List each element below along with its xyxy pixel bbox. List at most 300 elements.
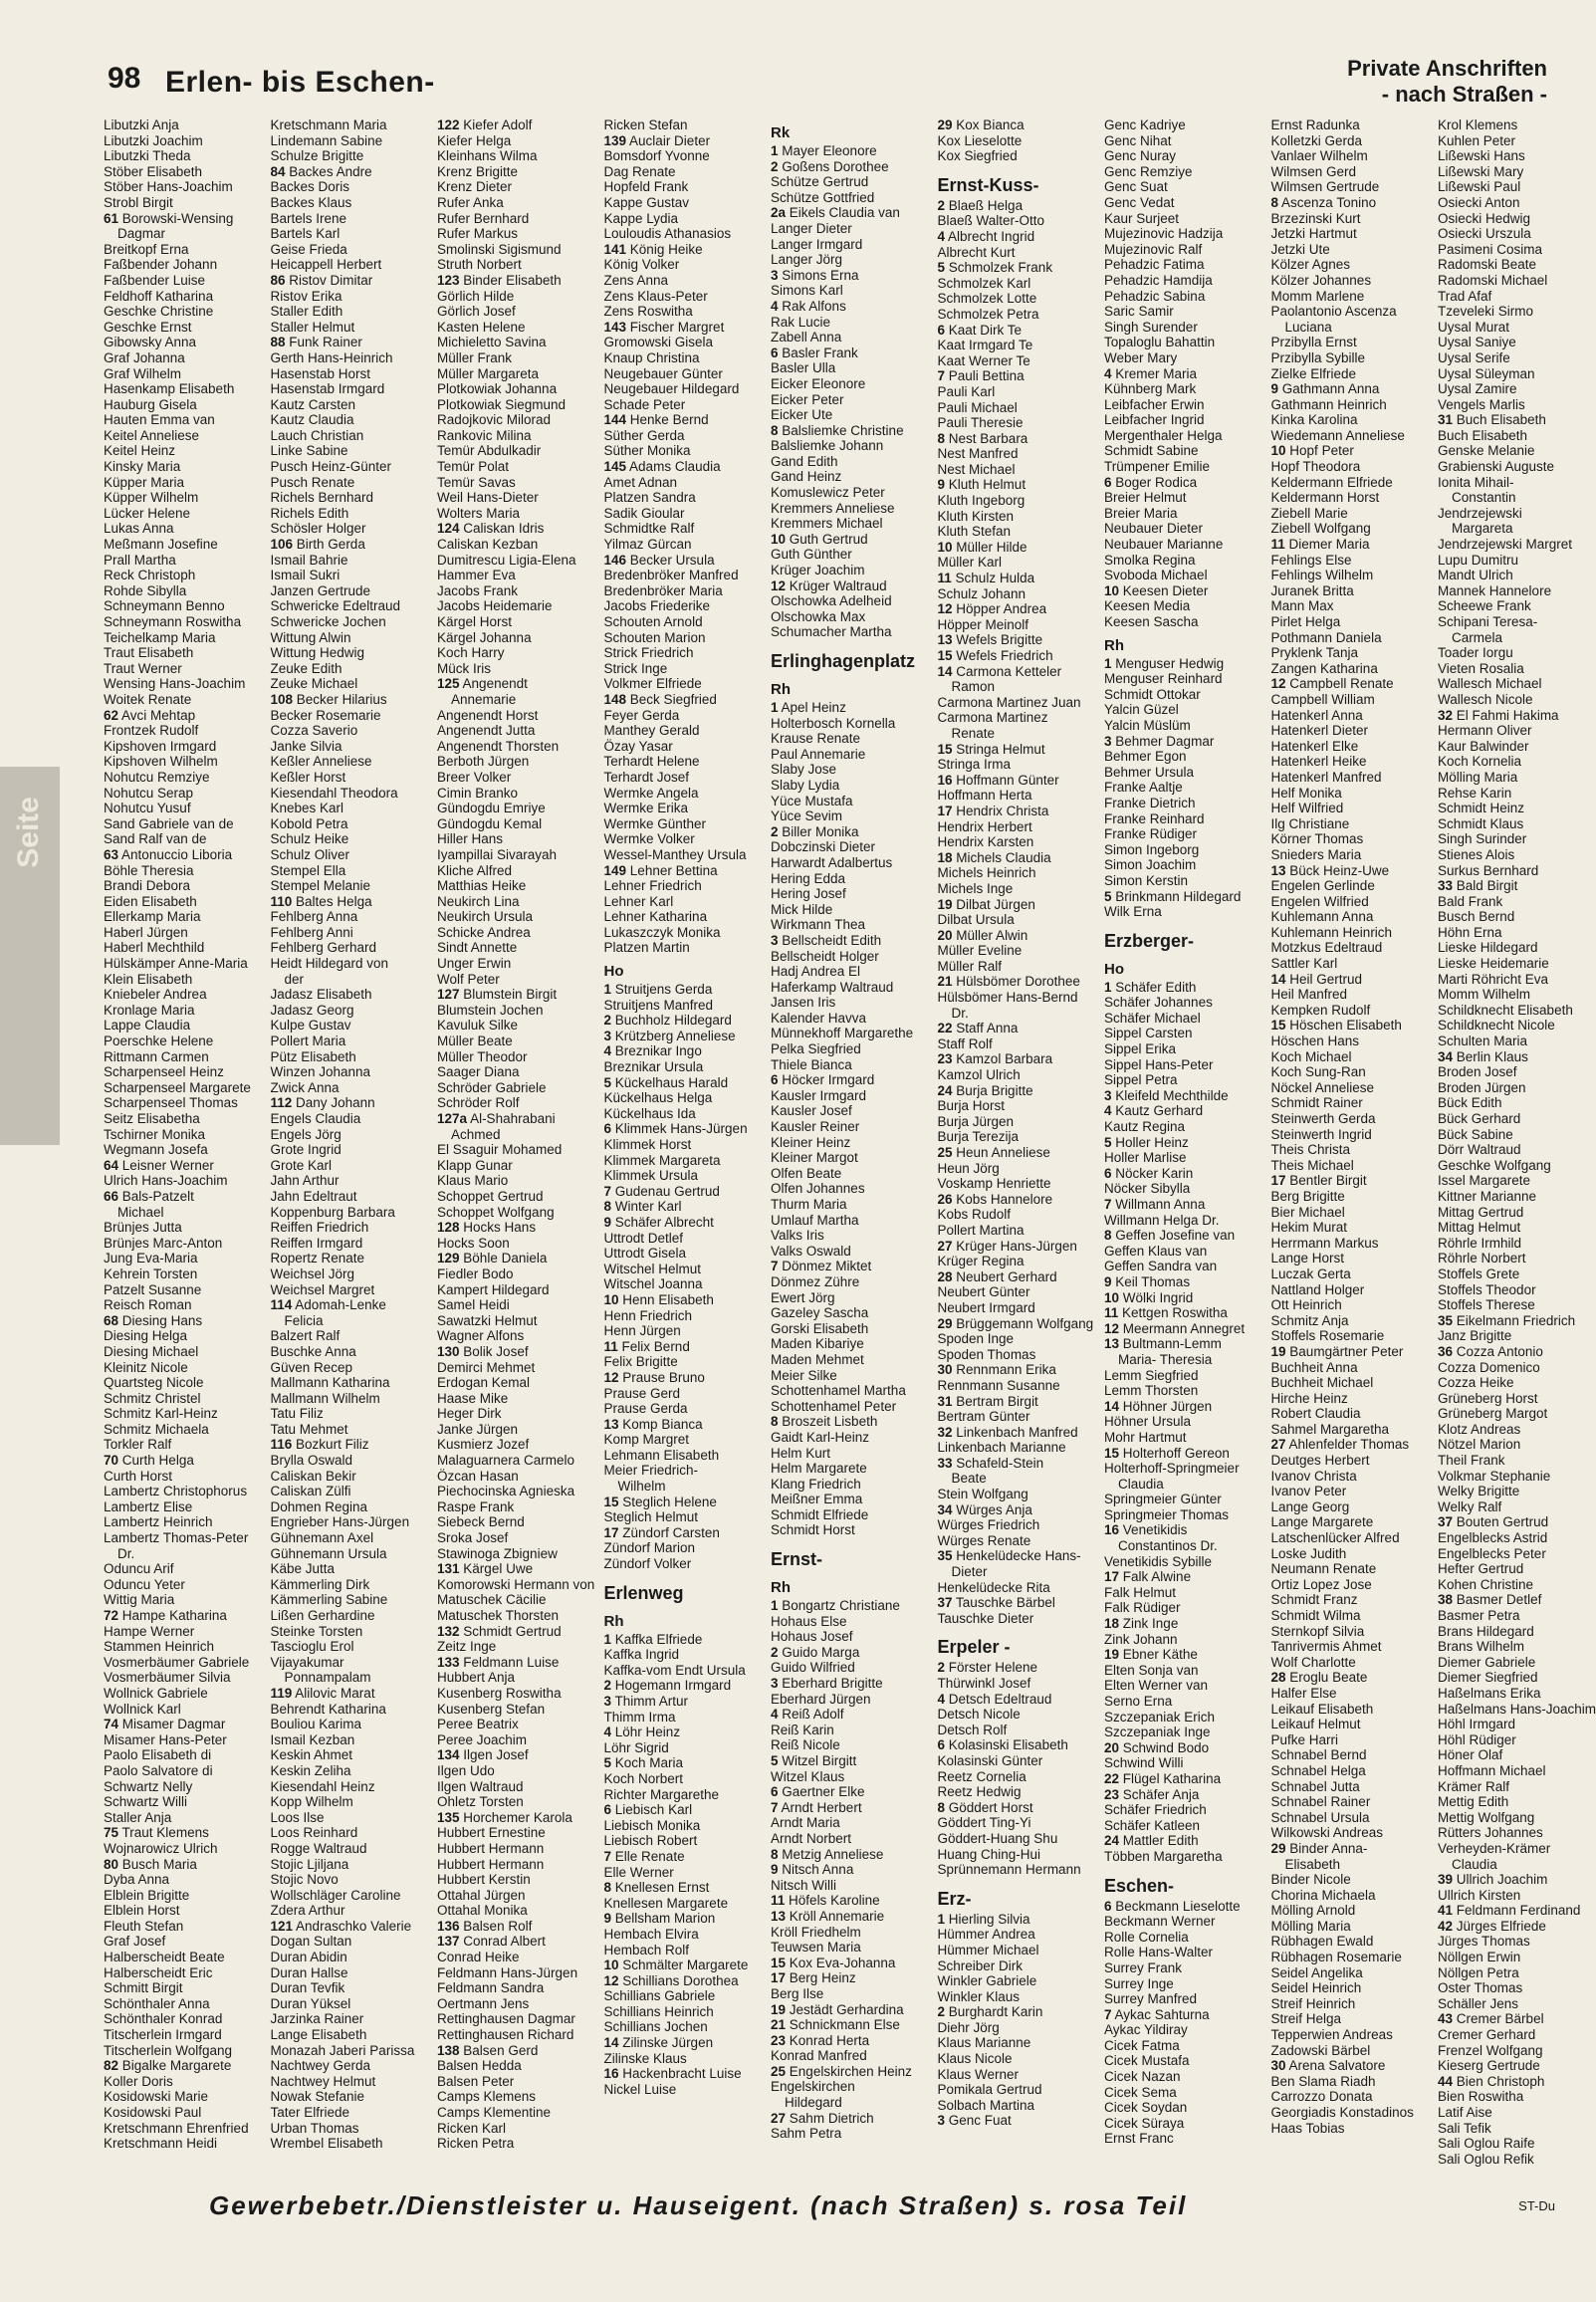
resident-name: Koch Harry — [437, 645, 505, 661]
directory-entry — [771, 1181, 932, 1197]
resident-name: Kautz Gerhard — [1115, 1103, 1204, 1119]
resident-name: Bertram Birgit — [956, 1393, 1038, 1409]
directory-entry — [271, 1344, 432, 1360]
resident-name: Issel Margarete — [1438, 1173, 1531, 1189]
directory-entry — [104, 1018, 265, 1034]
directory-entry — [271, 1561, 432, 1577]
house-number: 10 — [1104, 582, 1120, 598]
directory-entry — [1438, 1282, 1561, 1298]
directory-entry — [771, 839, 932, 855]
directory-entry — [771, 1925, 932, 1941]
resident-name: Schulz Oliver — [270, 846, 350, 862]
resident-name: Staller Anja — [104, 1809, 172, 1825]
directory-entry — [1271, 956, 1433, 972]
directory-entry — [271, 956, 432, 972]
directory-entry — [1438, 708, 1561, 724]
resident-name: Theis Christa — [1270, 1142, 1351, 1158]
resident-name: Olschowka Adelheid — [771, 593, 892, 609]
resident-name: Uttrodt Detlef — [603, 1230, 684, 1246]
directory-entry — [771, 1507, 932, 1523]
resident-name: Ullrich Joachim — [1456, 1872, 1548, 1888]
resident-name: Haberl Mechthild — [104, 940, 205, 956]
directory-entry — [938, 446, 1099, 462]
directory-entry — [1271, 754, 1433, 770]
directory-entry — [271, 133, 432, 149]
directory-entry — [771, 2064, 932, 2080]
resident-name: Meier Silke — [771, 1367, 837, 1383]
resident-name: Sand Ralf van de — [104, 831, 207, 847]
resident-name: Henkelüdecke Rita — [937, 1579, 1050, 1595]
directory-entry — [604, 475, 766, 491]
house-number: 3 — [937, 2113, 946, 2129]
directory-entry — [104, 1142, 265, 1158]
directory-entry — [437, 289, 598, 305]
resident-name: Brans Wilhelm — [1438, 1639, 1525, 1655]
house-number: 7 — [1104, 2006, 1112, 2022]
directory-column — [1438, 117, 1596, 2198]
directory-entry — [604, 164, 766, 180]
directory-entry — [1438, 1996, 1561, 2012]
directory-entry — [771, 1676, 932, 1692]
resident-name: Rolle Hans-Walter — [1104, 1945, 1214, 1960]
resident-name: Hauten Emma van — [104, 412, 215, 428]
directory-entry — [771, 1753, 932, 1769]
resident-name: Gündogdu Emriye — [437, 801, 546, 816]
resident-name: Arena Salvatore — [1288, 2058, 1386, 2074]
resident-name: Cicek Fatma — [1104, 2037, 1180, 2053]
directory-entry — [104, 242, 265, 258]
resident-name: Snieders Maria — [1270, 846, 1362, 862]
resident-name: Hampe Werner — [104, 1623, 195, 1639]
directory-entry — [271, 1996, 432, 2012]
directory-entry — [437, 1639, 598, 1655]
resident-name: Uysal Murat — [1438, 319, 1510, 335]
resident-name: Breznikar Ingo — [614, 1043, 702, 1059]
resident-name: Franke Aaltje — [1104, 780, 1183, 796]
directory-entry — [1104, 1538, 1265, 1554]
directory-entry — [938, 1114, 1099, 1130]
resident-name: Caliskan Bekir — [270, 1468, 356, 1484]
resident-name: Schmitz Christel — [104, 1390, 201, 1406]
resident-name: Kleinitz Nicole — [104, 1359, 188, 1375]
directory-entry — [1438, 1624, 1561, 1640]
resident-name: Valks Oswald — [771, 1243, 851, 1259]
directory-entry — [771, 1660, 932, 1676]
resident-name: Claudia — [1452, 1856, 1497, 1872]
directory-entry — [938, 943, 1099, 959]
directory-entry — [1438, 1422, 1561, 1438]
directory-entry — [104, 847, 265, 863]
directory-entry — [1438, 1127, 1561, 1143]
directory-entry — [1271, 831, 1433, 847]
resident-name: Uysal Saniye — [1438, 335, 1516, 350]
directory-entry — [938, 1284, 1099, 1300]
resident-name: Andraschko Valerie — [296, 1918, 412, 1934]
resident-name: Antonuccio Liboria — [121, 846, 233, 862]
resident-name: Pusch Renate — [270, 474, 355, 490]
resident-name: Busch Bernd — [1438, 909, 1515, 925]
resident-name: Löhr Sigrid — [603, 1739, 669, 1755]
resident-name: Voskamp Henriette — [937, 1176, 1051, 1192]
resident-name: Cozza Domenico — [1438, 1359, 1540, 1375]
house-number: 38 — [1438, 1592, 1454, 1608]
directory-entry — [938, 353, 1099, 369]
directory-entry — [938, 1753, 1099, 1769]
resident-name: Burghardt Karin — [948, 2004, 1043, 2020]
directory-entry — [604, 350, 766, 366]
directory-entry — [1104, 148, 1265, 164]
resident-name: Breitkopf Erna — [104, 241, 189, 257]
directory-entry — [104, 1825, 265, 1841]
directory-entry — [1438, 1686, 1561, 1702]
house-number: 9 — [603, 1911, 612, 1927]
directory-entry — [104, 226, 265, 242]
directory-entry — [1271, 2121, 1433, 2137]
directory-entry — [771, 1057, 932, 1073]
directory-entry — [271, 1624, 432, 1640]
directory-entry — [1104, 1352, 1265, 1368]
directory-entry — [437, 1499, 598, 1515]
house-number: 17 — [1104, 1569, 1120, 1585]
directory-entry — [771, 516, 932, 532]
directory-entry — [437, 211, 598, 227]
directory-entry — [437, 2043, 598, 2059]
directory-entry — [604, 2004, 766, 2020]
resident-name: Klaus Nicole — [937, 2051, 1013, 2067]
resident-name: Hopf Theodora — [1270, 459, 1361, 475]
street-heading: Erzberger- — [1104, 930, 1195, 951]
resident-name: Rufer Anka — [437, 194, 504, 210]
resident-name: Torkler Ralf — [104, 1437, 172, 1453]
house-number: 21 — [937, 974, 953, 990]
directory-entry — [604, 1121, 766, 1137]
directory-entry — [1104, 2022, 1265, 2038]
directory-entry — [1271, 692, 1433, 708]
resident-name: Platzen Sandra — [603, 490, 696, 506]
house-number: 123 — [437, 272, 460, 288]
directory-entry — [1271, 366, 1433, 382]
directory-entry — [1104, 2100, 1265, 2116]
resident-name: Küpper Wilhelm — [104, 490, 199, 506]
directory-entry — [1104, 211, 1265, 227]
resident-name: Angenendt — [462, 676, 528, 692]
house-number: 146 — [603, 552, 627, 568]
directory-entry — [771, 794, 932, 809]
resident-name: Pusch Heinz-Günter — [270, 459, 392, 475]
resident-name: Hendrix Karsten — [937, 834, 1034, 850]
resident-name: Reck Christoph — [104, 568, 196, 583]
resident-name: Wittig Maria — [104, 1592, 175, 1608]
resident-name: Malaguarnera Carmelo — [437, 1453, 575, 1469]
directory-entry — [938, 679, 1099, 695]
directory-entry — [771, 174, 932, 190]
directory-entry — [271, 366, 432, 382]
house-number: 2 — [937, 197, 946, 213]
directory-entry — [1104, 796, 1265, 811]
resident-name: Mattler Edith — [1122, 1833, 1199, 1849]
resident-name: Würges Anja — [956, 1501, 1032, 1517]
resident-name: Baumgärtner Peter — [1289, 1343, 1404, 1359]
house-number: 119 — [270, 1685, 293, 1701]
resident-name: Kiefer Helga — [437, 132, 512, 148]
resident-name: Theil Frank — [1438, 1453, 1505, 1469]
resident-name: Reiß Nicole — [771, 1737, 840, 1753]
directory-entry — [1271, 645, 1433, 661]
directory-entry — [938, 1083, 1099, 1099]
directory-entry — [104, 754, 265, 770]
resident-name: Olfen Beate — [771, 1165, 842, 1181]
directory-entry — [1104, 1725, 1265, 1740]
resident-name: Struitjens Gerda — [614, 982, 713, 998]
directory-entry — [271, 490, 432, 506]
directory-entry — [771, 2048, 932, 2064]
resident-name: Stringa Helmut — [956, 741, 1045, 757]
resident-name: Hirche Heinz — [1270, 1390, 1348, 1406]
resident-name: Ilgen Waltraud — [437, 1778, 524, 1794]
resident-name: Ponnampalam — [284, 1670, 371, 1686]
resident-name: Motzkus Edeltraud — [1270, 940, 1383, 956]
directory-entry — [271, 661, 432, 677]
resident-name: Genc Nuray — [1104, 148, 1177, 164]
directory-entry — [104, 786, 265, 802]
resident-name: Zadowski Bärbel — [1270, 2042, 1371, 2058]
directory-entry — [938, 617, 1099, 633]
directory-entry — [437, 754, 598, 770]
house-number: 6 — [771, 1784, 779, 1800]
directory-entry — [938, 928, 1099, 944]
directory-entry — [771, 731, 932, 747]
resident-name: Brüggemann Wolfgang — [956, 1315, 1094, 1331]
directory-entry — [271, 320, 432, 336]
directory-entry — [1271, 2105, 1433, 2121]
directory-entry — [1104, 381, 1265, 397]
directory-entry — [604, 1137, 766, 1153]
house-number: 138 — [437, 2042, 460, 2058]
resident-name: Zink Johann — [1104, 1631, 1178, 1647]
directory-entry — [938, 1129, 1099, 1145]
directory-entry — [437, 2074, 598, 2090]
resident-name: Müller Alwin — [956, 927, 1028, 943]
directory-entry — [604, 1540, 766, 1556]
directory-entry — [1271, 1608, 1433, 1624]
directory-entry — [1104, 1383, 1265, 1399]
resident-name: Süther Gerda — [603, 427, 685, 443]
resident-name: Schulz Hulda — [955, 571, 1035, 586]
directory-entry — [1271, 1173, 1433, 1189]
resident-name: Uttrodt Gisela — [603, 1246, 687, 1262]
directory-entry — [771, 1119, 932, 1135]
house-number: 139 — [603, 132, 627, 148]
directory-entry — [771, 1368, 932, 1384]
directory-entry — [1438, 863, 1561, 879]
resident-name: Diesing Helga — [104, 1328, 188, 1344]
resident-name: Schäfer Michael — [1104, 1010, 1201, 1026]
street-heading: Ernst-Kuss- — [937, 174, 1039, 195]
directory-entry — [437, 1034, 598, 1049]
directory-entry — [771, 1305, 932, 1321]
resident-name: Nitsch Anna — [782, 1862, 854, 1878]
resident-name: Albrecht Ingrid — [948, 228, 1035, 244]
directory-entry — [1438, 381, 1561, 397]
directory-entry — [104, 304, 265, 320]
house-number: 24 — [937, 1082, 953, 1098]
directory-entry — [771, 1723, 932, 1738]
resident-name: Hohaus Else — [771, 1613, 847, 1629]
directory-entry — [104, 801, 265, 816]
resident-name: Kobs Hannelore — [956, 1191, 1053, 1207]
resident-name: Beate — [951, 1471, 987, 1487]
directory-column — [104, 117, 265, 2198]
resident-name: Güven Recep — [270, 1359, 353, 1375]
resident-name: Willmann Helga Dr. — [1104, 1212, 1220, 1228]
resident-name: Basler Frank — [782, 345, 858, 360]
resident-name: Deutges Herbert — [1270, 1453, 1370, 1469]
house-number: 4 — [1104, 1103, 1112, 1119]
directory-entry — [604, 583, 766, 599]
directory-entry — [1104, 1522, 1265, 1538]
district-code: Ho — [603, 963, 624, 981]
resident-name: Bien Christoph — [1456, 2073, 1545, 2089]
directory-entry — [1104, 1244, 1265, 1260]
resident-name: Neubert Gerhard — [956, 1268, 1057, 1284]
house-number: 44 — [1438, 2073, 1454, 2089]
district-code: Rh — [771, 1579, 791, 1597]
directory-entry — [938, 384, 1099, 400]
house-number: 31 — [1438, 412, 1454, 428]
resident-name: Graf Josef — [104, 1934, 166, 1950]
directory-entry — [771, 933, 932, 949]
directory-entry — [104, 1049, 265, 1065]
directory-entry — [771, 221, 932, 237]
resident-name: Rufer Markus — [437, 226, 519, 242]
directory-entry — [1271, 940, 1433, 956]
resident-name: Holterbosch Kornella — [771, 715, 896, 731]
house-number: 5 — [603, 1074, 612, 1090]
directory-entry — [271, 211, 432, 227]
resident-name: Heil Gertrud — [1289, 971, 1363, 987]
directory-entry — [1104, 1336, 1265, 1352]
resident-name: Mandt Ulrich — [1438, 568, 1513, 583]
directory-entry — [604, 1339, 766, 1355]
directory-entry — [104, 1111, 265, 1127]
house-number: 17 — [1270, 1173, 1286, 1189]
directory-entry — [604, 1647, 766, 1663]
directory-entry — [271, 1422, 432, 1438]
resident-name: Mittag Gertrud — [1438, 1204, 1524, 1220]
directory-entry — [1271, 1158, 1433, 1174]
house-number: 2a — [771, 205, 787, 221]
resident-name: Lukas Anna — [104, 521, 174, 537]
resident-name: Halberscheidt Beate — [104, 1950, 225, 1965]
resident-name: Eicker Ute — [771, 407, 833, 423]
resident-name: Blaeß Walter-Otto — [937, 213, 1045, 229]
directory-entry — [1438, 366, 1561, 382]
resident-name: Buchheit Michael — [1270, 1375, 1374, 1391]
resident-name: Breier Helmut — [1104, 490, 1187, 506]
house-number: 35 — [1438, 1312, 1454, 1328]
directory-entry — [938, 415, 1099, 431]
resident-name: Ropertz Renate — [270, 1251, 365, 1266]
resident-name: Leisner Werner — [121, 1157, 214, 1173]
directory-entry — [437, 1375, 598, 1391]
directory-entry — [1271, 1686, 1433, 1702]
house-number: 10 — [937, 539, 953, 555]
resident-name: Leibfacher Erwin — [1104, 396, 1205, 412]
resident-name: Stoffels Theodor — [1438, 1281, 1536, 1297]
resident-name: Neubert Irmgard — [937, 1299, 1035, 1315]
directory-entry — [1104, 1569, 1265, 1585]
directory-entry — [1104, 904, 1265, 920]
resident-name: Lambertz Elise — [104, 1498, 193, 1514]
resident-name: Rübhagen Rosemarie — [1270, 1950, 1402, 1965]
resident-name: Pryklenk Tanja — [1270, 645, 1359, 661]
directory-entry — [771, 1336, 932, 1352]
directory-entry — [271, 1717, 432, 1732]
directory-entry — [104, 1173, 265, 1189]
resident-name: Trad Afaf — [1438, 288, 1492, 304]
directory-entry — [271, 645, 432, 661]
resident-name: Streif Heinrich — [1270, 1995, 1356, 2011]
resident-name: Ricken Stefan — [603, 117, 688, 132]
directory-entry — [938, 632, 1099, 648]
resident-name: Keitel Heinz — [104, 443, 176, 459]
resident-name: Beck Siegfried — [629, 691, 717, 707]
resident-name: Kuhlemann Anna — [1270, 909, 1374, 925]
house-number: 25 — [771, 2063, 787, 2079]
resident-name: Bredenbröker Maria — [603, 582, 723, 598]
directory-entry — [271, 1003, 432, 1019]
house-number: 110 — [270, 893, 293, 909]
directory-entry — [104, 1484, 265, 1499]
resident-name: Ebner Käthe — [1122, 1647, 1198, 1663]
directory-entry — [1271, 1872, 1433, 1888]
resident-name: Engelen Gerlinde — [1270, 878, 1375, 894]
directory-entry — [271, 335, 432, 350]
directory-entry — [437, 1514, 598, 1530]
directory-entry — [1271, 1344, 1433, 1360]
house-number: 12 — [603, 1369, 619, 1385]
resident-name: Neukirch Ursula — [437, 909, 534, 925]
resident-name: Platzen Martin — [603, 940, 690, 956]
directory-entry — [437, 1158, 598, 1174]
resident-name: Radojkovic Milorad — [437, 412, 552, 428]
resident-name: Keesen Dieter — [1122, 582, 1209, 598]
directory-entry — [771, 532, 932, 548]
directory-entry — [1438, 1810, 1561, 1826]
resident-name: Poerschke Helene — [104, 1034, 214, 1049]
resident-name: Wilmsen Gertrude — [1270, 179, 1380, 195]
directory-entry — [604, 831, 766, 847]
directory-entry — [437, 1360, 598, 1376]
directory-entry — [938, 338, 1099, 353]
directory-entry — [1104, 1368, 1265, 1384]
resident-name: Menguser Hedwig — [1115, 655, 1225, 671]
directory-entry — [938, 1660, 1099, 1676]
directory-entry — [271, 1282, 432, 1298]
resident-name: Reiß Karin — [771, 1722, 834, 1737]
directory-entry — [104, 521, 265, 537]
house-number: 135 — [437, 1809, 460, 1825]
directory-entry — [437, 1794, 598, 1810]
directory-entry — [771, 917, 932, 933]
directory-entry — [437, 583, 598, 599]
directory-entry — [1104, 1632, 1265, 1648]
resident-name: Pasimeni Cosima — [1438, 241, 1543, 257]
resident-name: Kölzer Agnes — [1270, 257, 1351, 273]
resident-name: Keßler Horst — [270, 769, 346, 785]
resident-name: Temür Abdulkadir — [437, 443, 542, 459]
resident-name: Schmidt Elfriede — [771, 1506, 869, 1522]
